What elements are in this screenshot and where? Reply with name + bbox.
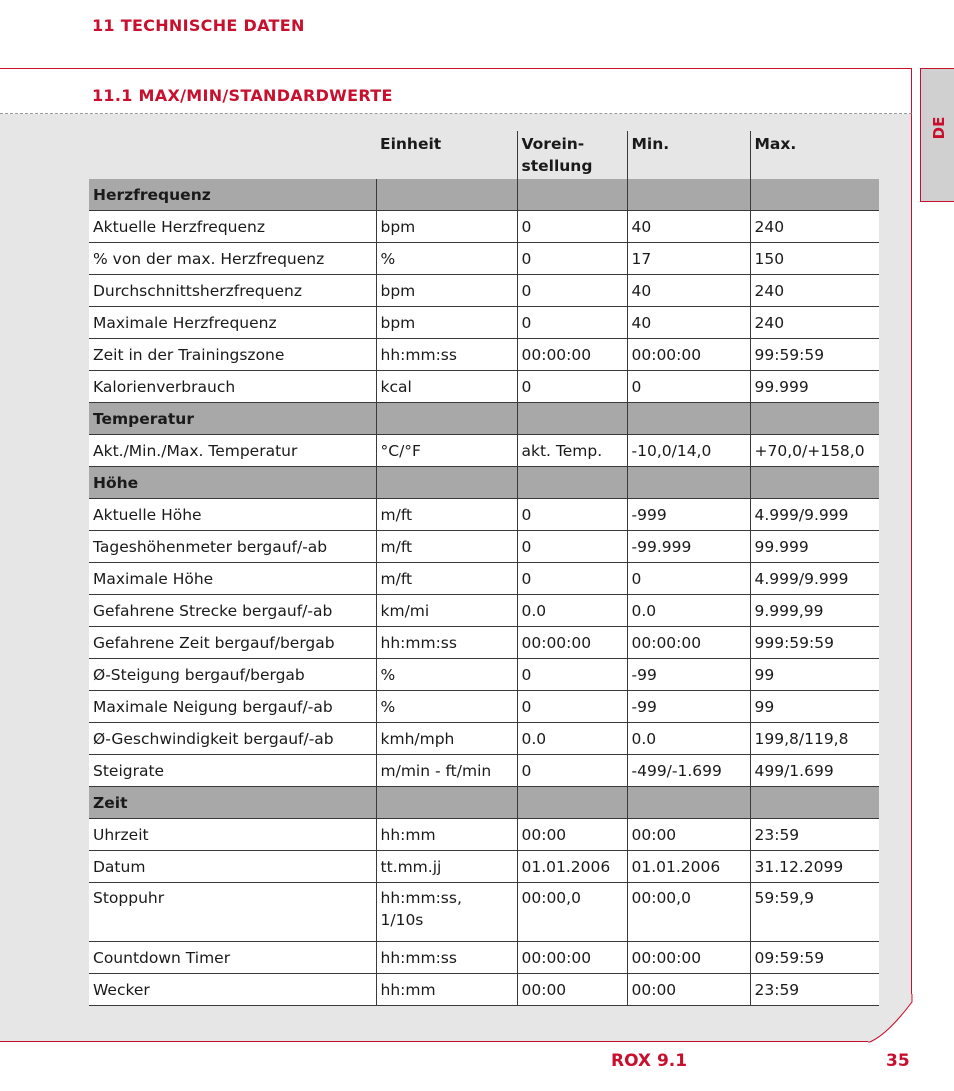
row-label: Zeit	[89, 787, 376, 819]
table-cell: 00:00:00	[517, 627, 627, 659]
row-label: Wecker	[89, 974, 376, 1006]
table-cell	[750, 787, 879, 819]
table-cell: %	[376, 243, 517, 275]
page-number: 35	[886, 1051, 910, 1071]
column-header	[89, 131, 376, 179]
table-cell: 00:00	[517, 819, 627, 851]
table-cell: hh:mm:ss	[376, 339, 517, 371]
table-cell: 01.01.2006	[517, 851, 627, 883]
table-cell: hh:mm	[376, 974, 517, 1006]
table-cell: 0.0	[517, 723, 627, 755]
table-cell: kmh/mph	[376, 723, 517, 755]
table-cell: 00:00:00	[627, 942, 750, 974]
table-cell: 0.0	[627, 723, 750, 755]
table-cell: hh:mm:ss, 1/10s	[376, 883, 517, 942]
row-label: Maximale Herzfrequenz	[89, 307, 376, 339]
column-header: Max.	[754, 135, 797, 153]
table-cell: 0	[627, 563, 750, 595]
group-header-row	[89, 403, 879, 435]
table-cell: 99	[750, 659, 879, 691]
table-cell: 0	[517, 499, 627, 531]
row-label: Maximale Höhe	[89, 563, 376, 595]
table-cell: 99	[750, 691, 879, 723]
table-cell: m/ft	[376, 499, 517, 531]
table-row	[89, 275, 879, 307]
table-cell: m/min - ft/min	[376, 755, 517, 787]
table-cell: 00:00	[627, 819, 750, 851]
row-label: Steigrate	[89, 755, 376, 787]
table-cell: kcal	[376, 371, 517, 403]
table-row	[89, 851, 879, 883]
row-label: Gefahrene Strecke bergauf/-ab	[89, 595, 376, 627]
table-cell: 0	[517, 755, 627, 787]
table-cell: 240	[750, 211, 879, 243]
chapter-title: 11 TECHNISCHE DATEN	[92, 16, 305, 35]
table-row	[89, 243, 879, 275]
table-row	[89, 595, 879, 627]
table-cell: 4.999/9.999	[750, 563, 879, 595]
row-label: Ø-Steigung bergauf/bergab	[89, 659, 376, 691]
row-label: Stoppuhr	[89, 883, 376, 942]
table-cell	[517, 467, 627, 499]
group-header-row	[89, 467, 879, 499]
table-cell: %	[376, 691, 517, 723]
table-cell: 40	[627, 275, 750, 307]
table-cell: 240	[750, 307, 879, 339]
table-cell	[376, 403, 517, 435]
table-cell: tt.mm.jj	[376, 851, 517, 883]
row-label: Maximale Neigung bergauf/-ab	[89, 691, 376, 723]
table-header-row	[89, 131, 879, 179]
table-cell: 0	[517, 275, 627, 307]
table-cell: hh:mm	[376, 819, 517, 851]
footer-product: ROX 9.1	[611, 1051, 688, 1071]
table-cell: 00:00:00	[517, 339, 627, 371]
table-cell: -99	[627, 659, 750, 691]
table-cell	[627, 787, 750, 819]
table-cell: +70,0/+158,0	[750, 435, 879, 467]
row-label: Aktuelle Herzfrequenz	[89, 211, 376, 243]
row-label: Countdown Timer	[89, 942, 376, 974]
table-cell	[750, 403, 879, 435]
table-cell: 00:00:00	[627, 339, 750, 371]
table-cell: 999:59:59	[750, 627, 879, 659]
table-row	[89, 435, 879, 467]
table-cell: m/ft	[376, 563, 517, 595]
table-cell: 0	[517, 659, 627, 691]
table-cell: km/mi	[376, 595, 517, 627]
row-label: Datum	[89, 851, 376, 883]
language-tab[interactable]	[920, 68, 954, 202]
row-label: Tageshöhenmeter bergauf/-ab	[89, 531, 376, 563]
table-cell: 240	[750, 275, 879, 307]
table-cell: 31.12.2099	[750, 851, 879, 883]
table-cell: 0	[517, 243, 627, 275]
table-row	[89, 974, 879, 1006]
table-cell	[627, 467, 750, 499]
table-cell: 0.0	[627, 595, 750, 627]
table-cell: m/ft	[376, 531, 517, 563]
row-label: Aktuelle Höhe	[89, 499, 376, 531]
table-row	[89, 942, 879, 974]
table-cell: bpm	[376, 275, 517, 307]
table-row	[89, 371, 879, 403]
table-cell: 9.999,99	[750, 595, 879, 627]
row-label: Ø-Geschwindigkeit bergauf/-ab	[89, 723, 376, 755]
table-row	[89, 659, 879, 691]
table-cell: 59:59,9	[750, 883, 879, 942]
row-label: Höhe	[89, 467, 376, 499]
table-cell	[750, 179, 879, 211]
table-cell: -99	[627, 691, 750, 723]
table-cell: %	[376, 659, 517, 691]
table-row	[89, 627, 879, 659]
table-row	[89, 819, 879, 851]
table-cell: -999	[627, 499, 750, 531]
table-cell	[750, 467, 879, 499]
table-cell	[517, 179, 627, 211]
table-cell	[627, 179, 750, 211]
spec-table	[89, 131, 879, 1006]
row-label: Temperatur	[89, 403, 376, 435]
table-cell: bpm	[376, 211, 517, 243]
table-cell	[376, 787, 517, 819]
row-label: % von der max. Herzfrequenz	[89, 243, 376, 275]
table-cell: 09:59:59	[750, 942, 879, 974]
row-label: Uhrzeit	[89, 819, 376, 851]
row-label: Herzfrequenz	[89, 179, 376, 211]
table-cell: 0	[517, 371, 627, 403]
table-cell: hh:mm:ss	[376, 627, 517, 659]
row-label: Kalorienverbrauch	[89, 371, 376, 403]
table-cell	[376, 179, 517, 211]
table-cell	[376, 467, 517, 499]
table-cell: 17	[627, 243, 750, 275]
table-cell	[517, 403, 627, 435]
table-cell: hh:mm:ss	[376, 942, 517, 974]
table-cell: 23:59	[750, 819, 879, 851]
table-cell: -499/-1.699	[627, 755, 750, 787]
table-cell: 40	[627, 211, 750, 243]
table-cell: bpm	[376, 307, 517, 339]
table-cell: °C/°F	[376, 435, 517, 467]
table-cell: 0	[517, 691, 627, 723]
table-row	[89, 691, 879, 723]
table-cell: 199,8/119,8	[750, 723, 879, 755]
table-cell: 0	[517, 211, 627, 243]
table-cell: -99.999	[627, 531, 750, 563]
table-row	[89, 307, 879, 339]
table-cell: 0	[517, 531, 627, 563]
table-row	[89, 755, 879, 787]
table-cell	[517, 787, 627, 819]
table-row	[89, 499, 879, 531]
row-label: Zeit in der Trainingszone	[89, 339, 376, 371]
group-header-row	[89, 787, 879, 819]
group-header-row	[89, 179, 879, 211]
table-cell	[627, 403, 750, 435]
row-label: Akt./Min./Max. Temperatur	[89, 435, 376, 467]
column-header: Min.	[627, 131, 750, 179]
table-cell: 0	[517, 307, 627, 339]
table-cell: 0	[517, 563, 627, 595]
table-cell: 00:00:00	[627, 627, 750, 659]
table-cell: 0	[627, 371, 750, 403]
table-cell: 00:00	[517, 974, 627, 1006]
table-cell: 99:59:59	[750, 339, 879, 371]
table-cell: 23:59	[750, 974, 879, 1006]
table-row	[89, 211, 879, 243]
table-row	[89, 339, 879, 371]
row-label: Gefahrene Zeit bergauf/bergab	[89, 627, 376, 659]
table-row	[89, 723, 879, 755]
table-cell: 4.999/9.999	[750, 499, 879, 531]
column-header: Vorein- stellung	[517, 131, 627, 179]
table-cell: -10,0/14,0	[627, 435, 750, 467]
table-cell: 00:00:00	[517, 942, 627, 974]
table-row	[89, 531, 879, 563]
table-cell: 00:00,0	[627, 883, 750, 942]
table-row	[89, 563, 879, 595]
language-tab-label: DE	[930, 116, 948, 140]
table-cell: akt. Temp.	[517, 435, 627, 467]
table-cell: 99.999	[750, 371, 879, 403]
table-cell: 150	[750, 243, 879, 275]
table-row	[89, 883, 879, 942]
table-cell: 99.999	[750, 531, 879, 563]
table-cell: 01.01.2006	[627, 851, 750, 883]
table-cell: 40	[627, 307, 750, 339]
table-cell: 0.0	[517, 595, 627, 627]
row-label: Durchschnittsherzfrequenz	[89, 275, 376, 307]
column-header: Einheit	[376, 131, 517, 179]
table-cell: 499/1.699	[750, 755, 879, 787]
section-title: 11.1 MAX/MIN/STANDARDWERTE	[92, 86, 393, 105]
table-cell: 00:00,0	[517, 883, 627, 942]
table-cell: 00:00	[627, 974, 750, 1006]
